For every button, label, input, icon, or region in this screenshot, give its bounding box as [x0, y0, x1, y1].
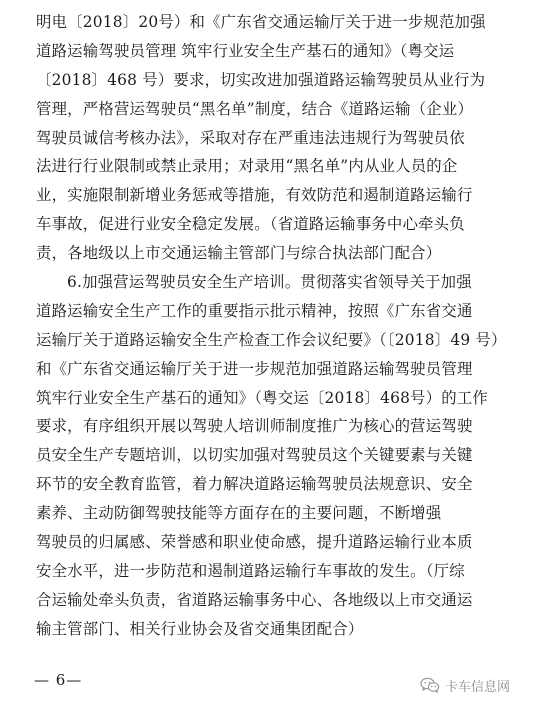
text-line: 业，实施限制新增业务惩戒等措施，有效防范和遏制道路运输行 — [36, 186, 473, 205]
text-line: 责，各地级以上市交通运输主管部门与综合执法部门配合） — [36, 244, 442, 263]
text-line: 和《广东省交通运输厅关于进一步规范加强道路运输驾驶员管理 — [36, 359, 473, 378]
section-heading-line: 6.加强营运驾驶员安全生产培训。贯彻落实省领导关于加强 — [67, 273, 472, 292]
text-line: 法进行行业限制或禁止录用；对录用“黑名单”内从业人员的企 — [36, 157, 458, 176]
watermark — [420, 674, 510, 696]
text-line: 管理，严格营运驾驶员“黑名单”制度，结合《道路运输（企业） — [36, 99, 474, 118]
text-line: 明电〔2018〕20号）和《广东省交通运输厅关于进一步规范加强 — [36, 13, 486, 31]
text-line: 筑牢行业安全生产基石的通知》（粤交运〔2018〕468号）的工作 — [36, 388, 489, 407]
text-line: 输主管部门、相关行业协会及省交通集团配合） — [36, 619, 364, 638]
document-body — [36, 8, 514, 644]
text-line: 素养、主动防御驾驶技能等方面存在的主要问题，不断增强 — [36, 504, 442, 523]
page-number: — 6— — [34, 671, 83, 689]
text-line: 运输厅关于道路运输安全生产检查工作会议纪要》（〔2018〕49 号） — [36, 330, 507, 349]
text-line: 安全水平，进一步防范和遏制道路运输行车事故的发生。（厅综 — [36, 561, 465, 580]
wechat-icon — [420, 677, 440, 693]
text-line: 道路运输驾驶员管理 筑牢行业安全生产基石的通知》（粤交运 — [36, 41, 455, 60]
text-line: 合运输处牵头负责，省道路运输事务中心、各地级以上市交通运 — [36, 590, 473, 609]
text-line: 员安全生产专题培训，以切实加强对驾驶员这个关键要素与关键 — [36, 446, 473, 465]
text-line: 车事故，促进行业安全稳定发展。（省道路运输事务中心牵头负 — [36, 215, 465, 234]
text-line: 道路运输安全生产工作的重要指示批示精神，按照《广东省交通 — [36, 301, 473, 320]
text-line: 驾驶员诚信考核办法》，采取对存在严重违法违规行为驾驶员依 — [36, 128, 465, 147]
text-line: 驾驶员的归属感、荣誉感和职业使命感，提升道路运输行业本质 — [36, 533, 473, 552]
text-line: 环节的安全教育监管，着力解决道路运输驾驶员法规意识、安全 — [36, 475, 473, 494]
text-line: 〔2018〕468 号）要求，切实改进加强道路运输驾驶员从业行为 — [36, 70, 486, 89]
text-line: 要求，有序组织开展以驾驶人培训师制度推广为核心的营运驾驶 — [36, 417, 473, 436]
watermark-text: 卡车信息网 — [445, 679, 511, 695]
